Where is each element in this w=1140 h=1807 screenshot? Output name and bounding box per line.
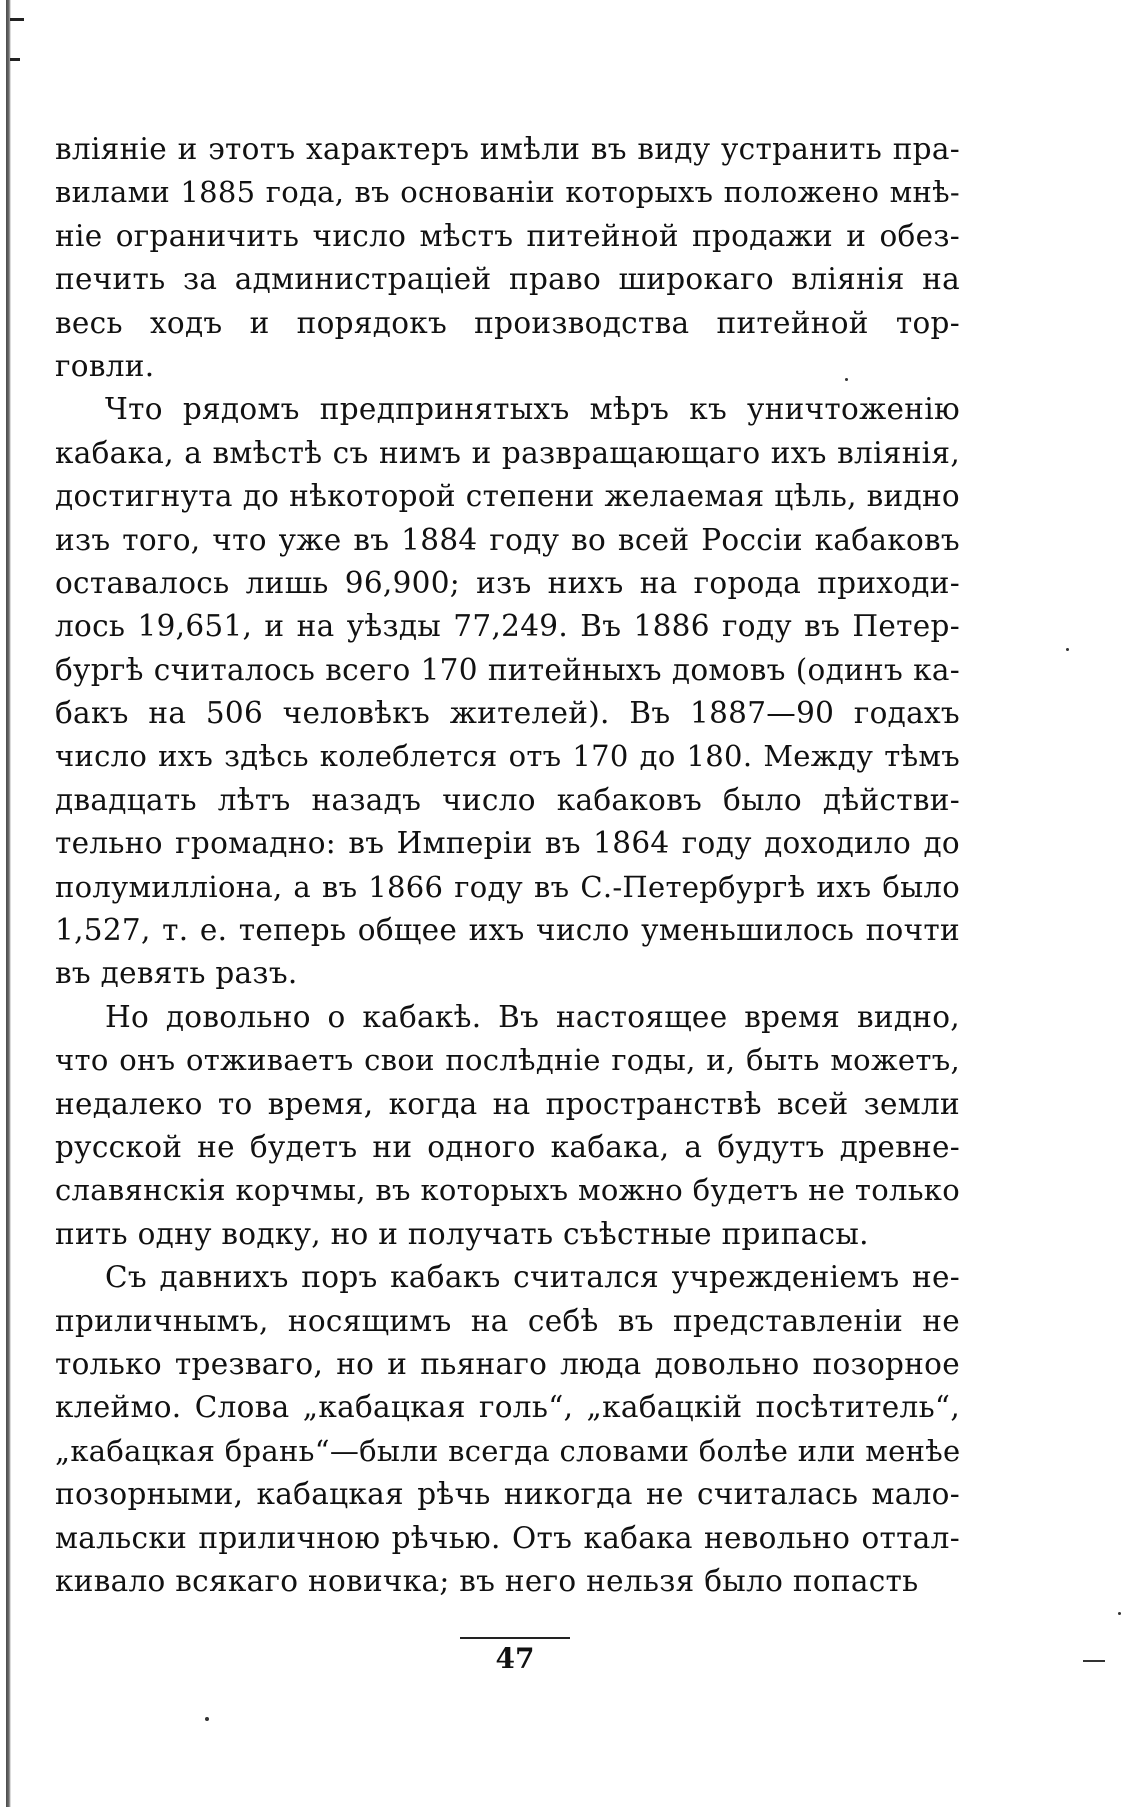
text-line: тельно громадно: въ Имперіи въ 1864 году доходило до: [55, 826, 960, 861]
page-number: 47: [495, 1642, 535, 1675]
paragraph: [55, 996, 960, 1256]
text-line: полумилліона, а въ 1866 году въ С.-Петербургѣ ихъ было: [55, 869, 960, 904]
text-line: 1,527, т. е. теперь общее ихъ число уменьшилось почти: [55, 913, 960, 948]
scan-edge-mark: [10, 18, 24, 21]
text-line: приличнымъ, носящимъ на себѣ въ представленіи не: [55, 1303, 960, 1338]
text-line: мальски приличною рѣчью. Отъ кабака невольно оттал-: [55, 1520, 960, 1555]
text-line: двадцать лѣтъ назадъ число кабаковъ было дѣйстви-: [55, 782, 960, 817]
scan-speck: [845, 378, 848, 381]
text-line: Но довольно о кабакѣ. Въ настоящее время видно,: [105, 999, 960, 1034]
text-line: русской не будетъ ни одного кабака, а будутъ древне-: [55, 1129, 960, 1164]
text-line: клеймо. Слова „кабацкая голь“, „кабацкій посѣтитель“,: [55, 1390, 960, 1425]
scan-speck: [205, 1717, 209, 1721]
footer-rule: [460, 1637, 570, 1639]
text-line: вліяніе и этотъ характеръ имѣли въ виду устранить пра-: [55, 132, 960, 166]
text-line: въ девять разъ.: [55, 956, 298, 991]
text-line: ніе ограничить число мѣстъ питейной продажи и обез-: [55, 218, 960, 253]
text-line: позорными, кабацкая рѣчь никогда не считалась мало-: [55, 1477, 960, 1512]
body-text: [55, 128, 960, 1603]
paragraph: [55, 128, 960, 388]
paragraph: [55, 388, 960, 995]
paragraph: [55, 1256, 960, 1603]
text-line: бургѣ считалось всего 170 питейныхъ домовъ (одинъ ка-: [55, 652, 960, 687]
text-line: что онъ отживаетъ свои послѣдніе годы, и, быть можетъ,: [55, 1043, 960, 1078]
page-footer: [460, 1637, 570, 1675]
scan-binding-edge: [6, 0, 11, 1807]
text-line: говли.: [55, 348, 155, 383]
scan-speck: [1118, 1612, 1121, 1615]
text-line: только трезваго, но и пьянаго люда довольно позорное: [55, 1346, 960, 1381]
text-line: изъ того, что уже въ 1884 году во всей Россіи кабаковъ: [55, 522, 960, 557]
text-line: Что рядомъ предпринятыхъ мѣръ къ уничтоженію: [105, 392, 960, 427]
scan-mark: [1083, 1660, 1105, 1662]
text-line: бакъ на 506 человѣкъ жителей). Въ 1887—90 годахъ: [55, 696, 960, 731]
text-line: кивало всякаго новичка; въ него нельзя было попасть: [55, 1563, 919, 1598]
text-line: весь ходъ и порядокъ производства питейной тор-: [55, 305, 960, 340]
scan-speck: [1066, 648, 1069, 651]
text-line: Съ давнихъ поръ кабакъ считался учрежденіемъ не-: [105, 1260, 960, 1295]
text-line: вилами 1885 года, въ основаніи которыхъ положено мнѣ-: [55, 175, 960, 210]
text-line: оставалось лишь 96,900; изъ нихъ на города приходи-: [55, 565, 960, 600]
text-line: число ихъ здѣсь колеблется отъ 170 до 180. Между тѣмъ: [55, 739, 960, 774]
text-line: достигнута до нѣкоторой степени желаемая цѣль, видно: [55, 479, 960, 514]
text-line: пить одну водку, но и получать съѣстные припасы.: [55, 1216, 869, 1251]
text-line: лось 19,651, и на уѣзды 77,249. Въ 1886 году въ Петер-: [55, 609, 960, 644]
text-line: „кабацкая брань“—были всегда словами болѣе или менѣе: [55, 1433, 961, 1468]
text-line: славянскія корчмы, въ которыхъ можно будетъ не только: [55, 1173, 960, 1208]
text-line: недалеко то время, когда на пространствѣ всей земли: [55, 1086, 960, 1121]
scan-edge-mark: [10, 58, 20, 61]
text-line: печить за администраціей право широкаго вліянія на: [55, 262, 960, 297]
text-line: кабака, а вмѣстѣ съ нимъ и развращающаго ихъ вліянія,: [55, 435, 960, 470]
